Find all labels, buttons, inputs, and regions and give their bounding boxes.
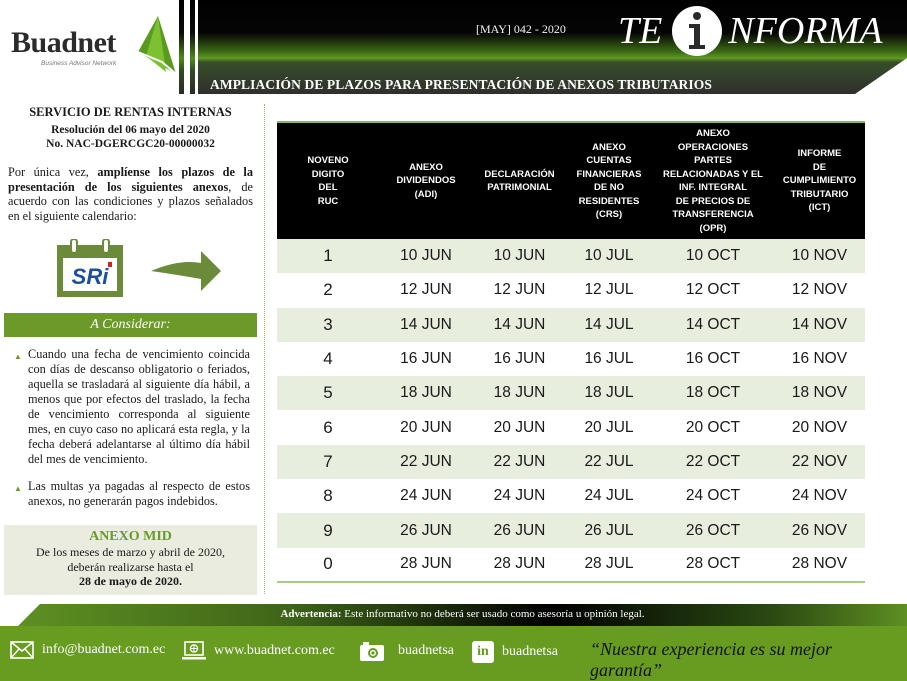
header-noveno-digito: NOVENO DIGITO DEL RUC — [277, 122, 379, 239]
footer-linkedin[interactable] — [472, 641, 558, 663]
deadline-cell: 16 JUN — [473, 342, 566, 376]
table-body — [277, 239, 865, 582]
warning-message: Este informativo no deberá ser usado como asesoría u opinión legal. — [341, 608, 645, 620]
header-anexo-opr: ANEXO OPERACIONES PARTES RELACIONADAS Y EL INF. INTEGRAL DE PRECIOS DE TRANSFERENCIA (OPR) — [652, 122, 774, 239]
deadline-cell: 24 NOV — [774, 479, 865, 513]
deadline-cell: 12 NOV — [774, 273, 865, 307]
deadline-cell: 12 JUN — [473, 273, 566, 307]
deadline-cell: 10 OCT — [652, 239, 774, 273]
ruc-digit-cell: 7 — [277, 445, 379, 479]
bullet-icon: ▲ — [14, 352, 22, 361]
deadline-cell: 18 JUN — [379, 376, 473, 410]
left-column — [4, 104, 257, 299]
deadline-cell: 10 JUN — [473, 239, 566, 273]
deadline-cell: 10 JUL — [566, 239, 652, 273]
header-informe-ict: INFORME DE CUMPLIMIENTO TRIBUTARIO (ICT) — [774, 122, 865, 239]
bullet-text: Cuando una fecha de vencimiento coincida con días de descanso obligatorio o feriados, aquella se trasladará al siguiente día hábil, a menos que por efectos del traslado, la fecha de vencimiento corresponda al siguiente mes, en cuyo caso no aplicará esta regla, y la fecha deberá adelantarse al último día hábil del mes de vencimiento. — [28, 347, 250, 466]
deadline-cell: 16 JUL — [566, 342, 652, 376]
header-declaracion-patrimonial: DECLARACIÓN PATRIMONIAL — [473, 122, 566, 239]
envelope-icon — [10, 641, 34, 659]
icons-row — [4, 233, 257, 299]
deadline-cell: 20 JUN — [379, 410, 473, 444]
ruc-digit-cell: 0 — [277, 548, 379, 582]
arrow-right-icon — [149, 249, 223, 293]
deadline-cell: 18 JUN — [473, 376, 566, 410]
deadline-cell: 24 JUL — [566, 479, 652, 513]
buadnet-logo — [8, 14, 178, 74]
anexo-mid-box — [4, 525, 257, 595]
footer-bar — [0, 626, 907, 681]
deadline-cell: 24 JUN — [473, 479, 566, 513]
bullet-text: Las multas ya pagadas al respecto de estos anexos, no generarán pagos indebidos. — [28, 479, 250, 508]
deadline-cell: 14 JUN — [473, 308, 566, 342]
table-row — [277, 410, 865, 444]
deadline-cell: 10 JUN — [379, 239, 473, 273]
ruc-digit-cell: 2 — [277, 273, 379, 307]
column-divider — [264, 104, 265, 594]
deadline-table — [277, 121, 865, 583]
deadline-cell: 14 NOV — [774, 308, 865, 342]
intro-bold: amplíense los plazos de la presentación de los siguientes anexos — [8, 165, 253, 194]
svg-text:SRi: SRi — [71, 264, 109, 289]
warning-text — [18, 608, 907, 620]
deadline-cell: 26 JUN — [473, 513, 566, 547]
deadline-cell: 16 JUN — [379, 342, 473, 376]
linkedin-handle[interactable]: buadnetsa — [502, 644, 558, 659]
deadline-cell: 26 JUN — [379, 513, 473, 547]
header-stripe — [179, 0, 184, 94]
deadline-cell: 28 JUL — [566, 548, 652, 582]
footer-website[interactable] — [182, 641, 335, 661]
table-row — [277, 513, 865, 547]
footer-instagram[interactable] — [360, 641, 454, 661]
list-item — [14, 479, 250, 509]
deadline-cell: 26 JUL — [566, 513, 652, 547]
deadline-cell: 12 JUN — [379, 273, 473, 307]
deadline-cell: 28 NOV — [774, 548, 865, 582]
linkedin-icon — [472, 641, 494, 663]
consider-banner: A Considerar: — [4, 313, 257, 337]
bullet-icon: ▲ — [14, 484, 22, 493]
camera-icon — [360, 641, 384, 661]
deadline-cell: 26 OCT — [652, 513, 774, 547]
logo-wordmark: Buadnet — [11, 26, 116, 59]
deadline-cell: 18 OCT — [652, 376, 774, 410]
deadline-cell: 16 NOV — [774, 342, 865, 376]
ruc-digit-cell: 8 — [277, 479, 379, 513]
deadline-cell: 22 JUL — [566, 445, 652, 479]
ruc-digit-cell: 6 — [277, 410, 379, 444]
computer-globe-icon — [182, 641, 206, 661]
anexo-mid-line1: De los meses de marzo y abril de 2020, — [36, 545, 225, 559]
table-row — [277, 342, 865, 376]
anexo-mid-date: 28 de mayo de 2020. — [79, 574, 182, 588]
header-anexo-dividendos: ANEXO DIVIDENDOS (ADI) — [379, 122, 473, 239]
sri-heading: SERVICIO DE RENTAS INTERNAS — [29, 105, 232, 119]
consider-list — [14, 347, 250, 521]
deadline-cell: 18 NOV — [774, 376, 865, 410]
warning-label: Advertencia: — [280, 608, 342, 620]
te-informa-brand — [618, 6, 882, 56]
deadline-cell: 26 NOV — [774, 513, 865, 547]
header-stripe — [190, 0, 195, 94]
triangle-logo-icon — [136, 16, 176, 74]
deadline-cell: 20 JUN — [473, 410, 566, 444]
deadline-cell: 20 JUL — [566, 410, 652, 444]
deadline-cell: 24 JUN — [379, 479, 473, 513]
deadline-cell: 12 JUL — [566, 273, 652, 307]
ruc-digit-cell: 3 — [277, 308, 379, 342]
intro-post: , de acuerdo con las condiciones y plazos señalados en el siguiente calendario: — [8, 179, 253, 223]
slogan: “Nuestra experiencia es su mejor garantía” — [590, 639, 832, 680]
info-icon — [672, 6, 722, 56]
table-row — [277, 273, 865, 307]
table-row — [277, 479, 865, 513]
table-row — [277, 376, 865, 410]
deadline-cell: 14 OCT — [652, 308, 774, 342]
issue-number: [MAY] 042 - 2020 — [476, 22, 566, 36]
list-item — [14, 347, 250, 467]
sri-calendar-icon — [57, 239, 123, 297]
anexo-mid-line2: deberán realizarse hasta el — [67, 559, 194, 574]
intro-paragraph — [4, 165, 257, 223]
header-anexo-crs: ANEXO CUENTAS FINANCIERAS DE NO RESIDENTES (CRS) — [566, 122, 652, 239]
deadline-cell: 22 JUN — [379, 445, 473, 479]
table-header-row — [277, 122, 865, 239]
deadline-cell: 12 OCT — [652, 273, 774, 307]
deadline-cell: 20 NOV — [774, 410, 865, 444]
deadline-cell: 16 OCT — [652, 342, 774, 376]
ruc-digit-cell: 9 — [277, 513, 379, 547]
linkedin-glyph: in — [477, 644, 489, 659]
deadline-cell: 22 JUN — [473, 445, 566, 479]
deadline-cell: 10 NOV — [774, 239, 865, 273]
brand-text-left: TE — [618, 10, 663, 52]
deadline-cell: 18 JUL — [566, 376, 652, 410]
table-row — [277, 548, 865, 582]
page-title: AMPLIACIÓN DE PLAZOS PARA PRESENTACIÓN DE ANEXOS TRIBUTARIOS — [210, 77, 712, 92]
instagram-handle[interactable]: buadnetsa — [398, 643, 454, 658]
footer-email[interactable] — [10, 641, 165, 659]
banner-corner-cut — [855, 58, 907, 94]
ruc-digit-cell: 4 — [277, 342, 379, 376]
deadline-cell: 28 OCT — [652, 548, 774, 582]
deadline-cell: 28 JUN — [379, 548, 473, 582]
deadline-cell: 14 JUN — [379, 308, 473, 342]
resolution-date: Resolución del 06 mayo del 2020 — [51, 124, 210, 136]
email-link[interactable]: info@buadnet.com.ec — [42, 642, 166, 657]
resolution-number: No. NAC-DGERCGC20-00000032 — [46, 138, 215, 150]
table-row — [277, 445, 865, 479]
deadline-cell: 20 OCT — [652, 410, 774, 444]
deadline-cell: 22 OCT — [652, 445, 774, 479]
ruc-digit-cell: 1 — [277, 239, 379, 273]
table-row — [277, 239, 865, 273]
website-link[interactable]: www.buadnet.com.ec — [214, 643, 335, 658]
logo-tagline: Business Advisor Network — [41, 60, 117, 67]
table-row — [277, 308, 865, 342]
brand-text-right: NFORMA — [728, 10, 883, 52]
deadline-cell: 24 OCT — [652, 479, 774, 513]
deadline-cell: 14 JUL — [566, 308, 652, 342]
anexo-mid-title: ANEXO MID — [89, 529, 172, 544]
ruc-digit-cell: 5 — [277, 376, 379, 410]
deadline-cell: 22 NOV — [774, 445, 865, 479]
deadline-cell: 28 JUN — [473, 548, 566, 582]
intro-pre: Por única vez, — [8, 165, 98, 179]
